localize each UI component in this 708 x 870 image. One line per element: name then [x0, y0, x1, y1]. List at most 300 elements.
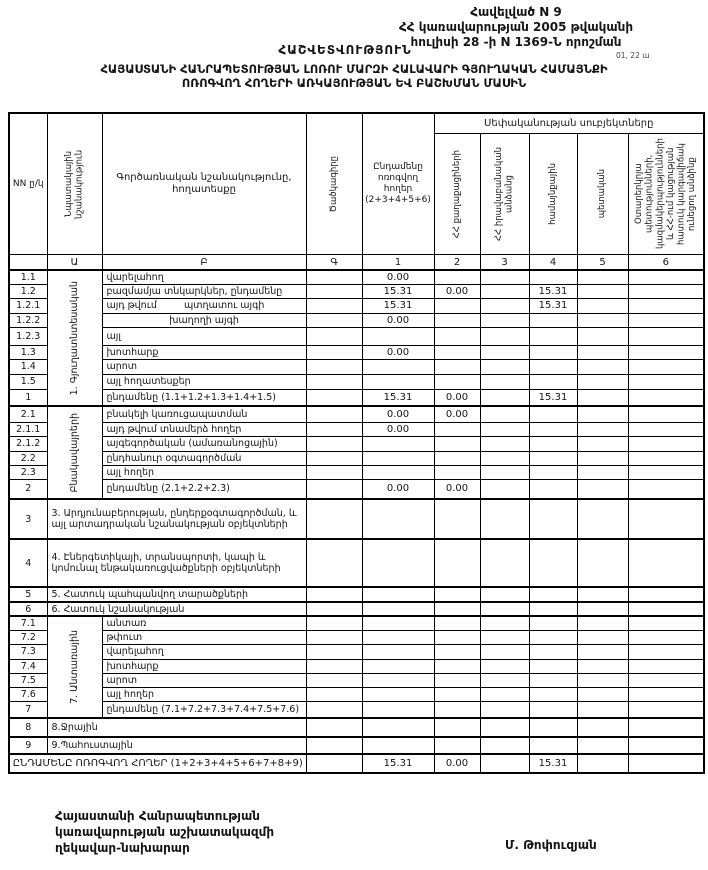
value-cell: [480, 465, 529, 479]
value-cell: [362, 499, 434, 539]
value-cell: [480, 406, 529, 422]
land-type-label: այդ թվում տնամերձ հողեր: [102, 422, 306, 436]
code-cell: [306, 465, 362, 479]
value-cell: [480, 422, 529, 436]
column-header-legal-entities: [480, 134, 529, 255]
value-cell: [362, 718, 434, 737]
government-decision-line2: հուլիսի 28 -ի N 1369-Ն որոշման: [410, 35, 622, 49]
purpose-header-label: Նպատակային նշանակություն: [63, 149, 85, 219]
value-cell: [628, 673, 704, 687]
table-row: [9, 737, 704, 754]
value-cell: [480, 616, 529, 630]
value-cell: [577, 359, 628, 374]
grand-total-label: ԸՆԴԱՄԵՆԸ ՈՌՈԳՎՈՂ ՀՈՂԵՐ (1+2+3+4+5+6+7+8+9): [9, 754, 306, 773]
value-cell: [628, 718, 704, 737]
value-cell: [362, 451, 434, 465]
value-cell: [628, 465, 704, 479]
value-cell: [434, 644, 480, 659]
value-cell: [362, 737, 434, 754]
table-row: [9, 673, 704, 687]
ownership-group-header: Սեփականության սուբյեկտները: [434, 113, 704, 134]
value-cell: [480, 673, 529, 687]
value-cell: [577, 298, 628, 313]
value-cell: [628, 539, 704, 587]
row-number-cell: 1.2.1: [9, 298, 47, 313]
value-cell: [529, 359, 577, 374]
table-row: [9, 616, 704, 630]
row-number-cell: 7.4: [9, 659, 47, 673]
value-cell: [480, 587, 529, 602]
section-label-cell: [47, 270, 102, 406]
table-row: [9, 539, 704, 587]
value-cell: [529, 345, 577, 359]
value-cell: [362, 602, 434, 616]
value-cell: [628, 737, 704, 754]
section-label: 1. Գյուղատնտեսական: [68, 280, 80, 396]
column-header-community: [529, 134, 577, 255]
value-cell: [434, 718, 480, 737]
value-cell: [434, 587, 480, 602]
value-cell: [480, 701, 529, 718]
row-number-cell: 9: [9, 737, 47, 754]
value-cell: 0.00: [434, 754, 480, 773]
value-cell: [529, 406, 577, 422]
value-cell: [529, 270, 577, 284]
value-cell: [529, 499, 577, 539]
land-type-label: ընդհանուր օգտագործման: [102, 451, 306, 465]
value-cell: [628, 436, 704, 451]
section-label: 7. Անտառային: [68, 630, 80, 704]
column-letter-cell: Ա: [47, 255, 102, 271]
value-cell: 0.00: [434, 389, 480, 406]
row-number-cell: 1.5: [9, 374, 47, 389]
value-cell: [529, 327, 577, 345]
value-cell: [434, 313, 480, 327]
value-cell: [480, 602, 529, 616]
value-cell: [480, 313, 529, 327]
irrigated-lands-table: [8, 112, 705, 774]
value-cell: 0.00: [362, 479, 434, 499]
code-cell: [306, 644, 362, 659]
value-cell: [480, 659, 529, 673]
value-cell: [434, 616, 480, 630]
value-cell: 0.00: [362, 270, 434, 284]
table-row: [9, 602, 704, 616]
row-number-cell: 1.2.3: [9, 327, 47, 345]
value-cell: [628, 499, 704, 539]
value-cell: [628, 630, 704, 644]
value-cell: [529, 479, 577, 499]
value-cell: [628, 587, 704, 602]
row-number-cell: 1.4: [9, 359, 47, 374]
row-number-cell: 4: [9, 539, 47, 587]
value-cell: [628, 616, 704, 630]
value-cell: [529, 451, 577, 465]
value-cell: [577, 616, 628, 630]
code-cell: [306, 479, 362, 499]
row-number-cell: 8: [9, 718, 47, 737]
value-cell: 15.31: [362, 284, 434, 298]
code-cell: [306, 359, 362, 374]
value-cell: [434, 374, 480, 389]
value-cell: [577, 479, 628, 499]
value-cell: [529, 718, 577, 737]
code-cell: [306, 616, 362, 630]
table-row: [9, 374, 704, 389]
value-cell: [362, 659, 434, 673]
land-type-label: խոտհարք: [102, 659, 306, 673]
value-cell: [628, 659, 704, 673]
value-cell: [362, 465, 434, 479]
column-header-purpose: [47, 113, 102, 255]
value-cell: [577, 499, 628, 539]
code-cell: [306, 406, 362, 422]
land-type-label: անտառ: [102, 616, 306, 630]
value-cell: [577, 422, 628, 436]
value-cell: [628, 479, 704, 499]
code-cell: [306, 298, 362, 313]
value-cell: [628, 298, 704, 313]
column-header-citizens: [434, 134, 480, 255]
land-type-label: 6. Հատուկ նշանակության: [47, 602, 306, 616]
value-cell: [577, 673, 628, 687]
row-number-cell: 2.1.1: [9, 422, 47, 436]
table-row: [9, 451, 704, 465]
document-title-line1: ՀԱՅԱՍՏԱՆԻ ՀԱՆՐԱՊԵՏՈՒԹՅԱՆ ԼՈՌՈՒ ՄԱՐԶԻ ՀԱԼԱՎԱՐԻ ԳՅՈՒՂԱԿԱՆ ՀԱՄԱՅՆՔԻ: [100, 62, 608, 76]
value-cell: [480, 359, 529, 374]
value-cell: [434, 422, 480, 436]
row-number-cell: 5: [9, 587, 47, 602]
section-label-cell: [47, 406, 102, 499]
land-type-label: խոտհարք: [102, 345, 306, 359]
row-number-cell: 7.6: [9, 687, 47, 701]
value-cell: [434, 701, 480, 718]
value-cell: [434, 436, 480, 451]
table-row: [9, 465, 704, 479]
value-cell: 0.00: [434, 406, 480, 422]
table-row: [9, 298, 704, 313]
report-heading: ՀԱՇՎԵՏՎՈՒԹՅՈՒՆ: [278, 43, 412, 57]
column-header-code: [306, 113, 362, 255]
value-cell: [628, 422, 704, 436]
citizens-header-label: ՀՀ քաղաքացիների: [451, 149, 462, 239]
row-number-cell: 3: [9, 499, 47, 539]
value-cell: [577, 284, 628, 298]
value-cell: [434, 298, 480, 313]
value-cell: [434, 451, 480, 465]
land-type-label: խաղողի այգի: [102, 313, 306, 327]
value-cell: [480, 687, 529, 701]
value-cell: [434, 465, 480, 479]
value-cell: [577, 313, 628, 327]
table-row: [9, 359, 704, 374]
value-cell: [480, 451, 529, 465]
value-cell: [529, 313, 577, 327]
handwritten-note: 01, 22 ա: [616, 51, 650, 60]
code-cell: [306, 701, 362, 718]
value-cell: [577, 587, 628, 602]
value-cell: [577, 602, 628, 616]
value-cell: [577, 630, 628, 644]
row-number-cell: 2.1.2: [9, 436, 47, 451]
land-type-label: այլ հողեր: [102, 687, 306, 701]
value-cell: [628, 687, 704, 701]
code-header-label: Ծածկագիրը: [328, 155, 339, 213]
value-cell: [529, 687, 577, 701]
signatory-title-line1: Հայաստանի Հանրապետության: [55, 809, 260, 823]
value-cell: [577, 659, 628, 673]
value-cell: [480, 718, 529, 737]
table-row: [9, 630, 704, 644]
row-number-cell: 1.1: [9, 270, 47, 284]
value-cell: 0.00: [434, 284, 480, 298]
value-cell: [480, 737, 529, 754]
land-type-label: արոտ: [102, 673, 306, 687]
column-header-functional: Գործառնական նշանակությունը, հողատեսքը: [102, 113, 306, 255]
value-cell: [362, 673, 434, 687]
land-type-label: բազմամյա տնկարկներ, ընդամենը: [102, 284, 306, 298]
code-cell: [306, 451, 362, 465]
value-cell: [628, 359, 704, 374]
value-cell: [434, 359, 480, 374]
value-cell: 15.31: [362, 389, 434, 406]
land-type-label: 8.Ջրային: [47, 718, 306, 737]
row-number-cell: 7.3: [9, 644, 47, 659]
value-cell: [529, 422, 577, 436]
value-cell: [434, 673, 480, 687]
value-cell: [628, 451, 704, 465]
state-header-label: պետական: [597, 169, 608, 219]
table-row: [9, 687, 704, 701]
value-cell: [480, 327, 529, 345]
column-letter-cell: 4: [529, 255, 577, 271]
value-cell: [628, 313, 704, 327]
land-type-label: վարելահող: [102, 270, 306, 284]
land-type-label: 4. Էներգետիկայի, տրանսպորտի, կապի և կոմունալ ենթակառուցվածքների օբյեկտների: [47, 539, 306, 587]
value-cell: [577, 451, 628, 465]
code-cell: [306, 539, 362, 587]
code-cell: [306, 436, 362, 451]
value-cell: [434, 602, 480, 616]
row-number-cell: 1.3: [9, 345, 47, 359]
table-row: [9, 644, 704, 659]
column-header-state: [577, 134, 628, 255]
value-cell: 15.31: [362, 754, 434, 773]
value-cell: [577, 374, 628, 389]
table-row: [9, 270, 704, 284]
land-type-label: արոտ: [102, 359, 306, 374]
value-cell: [628, 345, 704, 359]
value-cell: [480, 436, 529, 451]
table-row: [9, 479, 704, 499]
row-number-cell: 2.2: [9, 451, 47, 465]
value-cell: [362, 616, 434, 630]
value-cell: [480, 298, 529, 313]
code-cell: [306, 718, 362, 737]
row-number-cell: 6: [9, 602, 47, 616]
value-cell: [480, 389, 529, 406]
value-cell: [529, 539, 577, 587]
table-row: [9, 389, 704, 406]
value-cell: [628, 389, 704, 406]
value-cell: [529, 644, 577, 659]
code-cell: [306, 659, 362, 673]
value-cell: [480, 499, 529, 539]
column-letter-cell: 2: [434, 255, 480, 271]
value-cell: 0.00: [434, 479, 480, 499]
value-cell: [434, 737, 480, 754]
code-cell: [306, 327, 362, 345]
document-title: [0, 62, 708, 90]
value-cell: [434, 687, 480, 701]
value-cell: [434, 539, 480, 587]
value-cell: [529, 737, 577, 754]
code-cell: [306, 313, 362, 327]
code-cell: [306, 630, 362, 644]
value-cell: [434, 327, 480, 345]
grand-total-row: [9, 754, 704, 773]
value-cell: 15.31: [529, 754, 577, 773]
header-row-group: [9, 113, 704, 134]
land-type-label: 5. Հատուկ պահպանվող տարածքների: [47, 587, 306, 602]
value-cell: [628, 701, 704, 718]
value-cell: [362, 687, 434, 701]
value-cell: [480, 374, 529, 389]
land-type-label: այլ հողատեսքեր: [102, 374, 306, 389]
value-cell: [529, 673, 577, 687]
table-row: [9, 327, 704, 345]
row-number-cell: 2.3: [9, 465, 47, 479]
value-cell: [577, 644, 628, 659]
value-cell: [577, 345, 628, 359]
table-row: [9, 422, 704, 436]
value-cell: 15.31: [529, 298, 577, 313]
table-body: [9, 270, 704, 773]
row-number-cell: 7.2: [9, 630, 47, 644]
code-cell: [306, 284, 362, 298]
row-number-cell: 1: [9, 389, 47, 406]
value-cell: [628, 754, 704, 773]
value-cell: [480, 539, 529, 587]
value-cell: [362, 359, 434, 374]
land-type-label: այդ թվում պտղատու այգի: [102, 298, 306, 313]
land-type-label: ընդամենը (2.1+2.2+2.3): [102, 479, 306, 499]
appendix-number: Հավելված N 9: [470, 5, 562, 19]
column-header-foreign: [628, 134, 704, 255]
value-cell: [434, 270, 480, 284]
table-row: [9, 718, 704, 737]
code-cell: [306, 499, 362, 539]
table-row: [9, 499, 704, 539]
value-cell: [529, 616, 577, 630]
code-cell: [306, 754, 362, 773]
community-header-label: համայնքային: [547, 163, 558, 225]
value-cell: [480, 630, 529, 644]
land-type-label: ընդամենը (7.1+7.2+7.3+7.4+7.5+7.6): [102, 701, 306, 718]
value-cell: [628, 374, 704, 389]
value-cell: [362, 327, 434, 345]
table-row: [9, 701, 704, 718]
value-cell: 0.00: [362, 313, 434, 327]
column-letter-cell: 6: [628, 255, 704, 271]
value-cell: 0.00: [362, 345, 434, 359]
land-type-label: այլ: [102, 327, 306, 345]
signatory-title-line2: կառավարության աշխատակազմի: [55, 825, 275, 839]
value-cell: [577, 389, 628, 406]
row-number-cell: 7.1: [9, 616, 47, 630]
legal-entities-header-label: ՀՀ իրավաբանական անձանց: [493, 147, 515, 241]
code-cell: [306, 270, 362, 284]
value-cell: [480, 479, 529, 499]
value-cell: [577, 754, 628, 773]
column-header-nn: NN ը/կ: [9, 113, 47, 255]
column-letter-cell: 1: [362, 255, 434, 271]
column-letter-cell: 5: [577, 255, 628, 271]
code-cell: [306, 602, 362, 616]
row-number-cell: 7.5: [9, 673, 47, 687]
code-cell: [306, 389, 362, 406]
value-cell: [434, 345, 480, 359]
value-cell: [577, 270, 628, 284]
value-cell: [628, 406, 704, 422]
table-row: [9, 345, 704, 359]
table-row: [9, 406, 704, 422]
signatory-name: Մ. Թոփուզյան: [505, 838, 597, 852]
table-header: [9, 113, 704, 270]
document-title-line2: ՈՌՈԳՎՈՂ ՀՈՂԵՐԻ ԱՌԿԱՅՈՒԹՅԱՆ ԵՎ ԲԱՇԽՄԱՆ ՄԱՍԻՆ: [181, 76, 527, 90]
value-cell: [577, 327, 628, 345]
code-cell: [306, 673, 362, 687]
value-cell: [480, 284, 529, 298]
value-cell: 15.31: [362, 298, 434, 313]
value-cell: [362, 630, 434, 644]
code-cell: [306, 345, 362, 359]
value-cell: [480, 270, 529, 284]
value-cell: [577, 465, 628, 479]
value-cell: [434, 659, 480, 673]
value-cell: [628, 270, 704, 284]
value-cell: [529, 659, 577, 673]
row-number-cell: 2: [9, 479, 47, 499]
column-letters-row: [9, 255, 704, 271]
value-cell: [480, 754, 529, 773]
row-number-cell: 2.1: [9, 406, 47, 422]
value-cell: 15.31: [529, 284, 577, 298]
value-cell: [529, 701, 577, 718]
column-letter-cell: Գ: [306, 255, 362, 271]
value-cell: [480, 644, 529, 659]
value-cell: 0.00: [362, 422, 434, 436]
value-cell: [362, 587, 434, 602]
value-cell: [529, 374, 577, 389]
column-letter-cell: Բ: [102, 255, 306, 271]
land-type-label: այգեգործական (ամառանոցային): [102, 436, 306, 451]
value-cell: [434, 630, 480, 644]
table-row: [9, 436, 704, 451]
code-cell: [306, 422, 362, 436]
value-cell: 15.31: [529, 389, 577, 406]
value-cell: [577, 701, 628, 718]
land-type-label: 3. Արդյունաբերության, ընդերքօգտագործման, և այլ արտադրական նշանակության օբյեկտների: [47, 499, 306, 539]
value-cell: [529, 630, 577, 644]
value-cell: [362, 374, 434, 389]
signatory-title-line3: ղեկավար-նախարար: [55, 841, 190, 855]
signatory-title-block: [55, 808, 274, 856]
value-cell: 0.00: [362, 406, 434, 422]
land-type-label: բնակելի կառուցապատման: [102, 406, 306, 422]
value-cell: [529, 602, 577, 616]
section-label: Բնակավայրերի: [68, 412, 80, 493]
